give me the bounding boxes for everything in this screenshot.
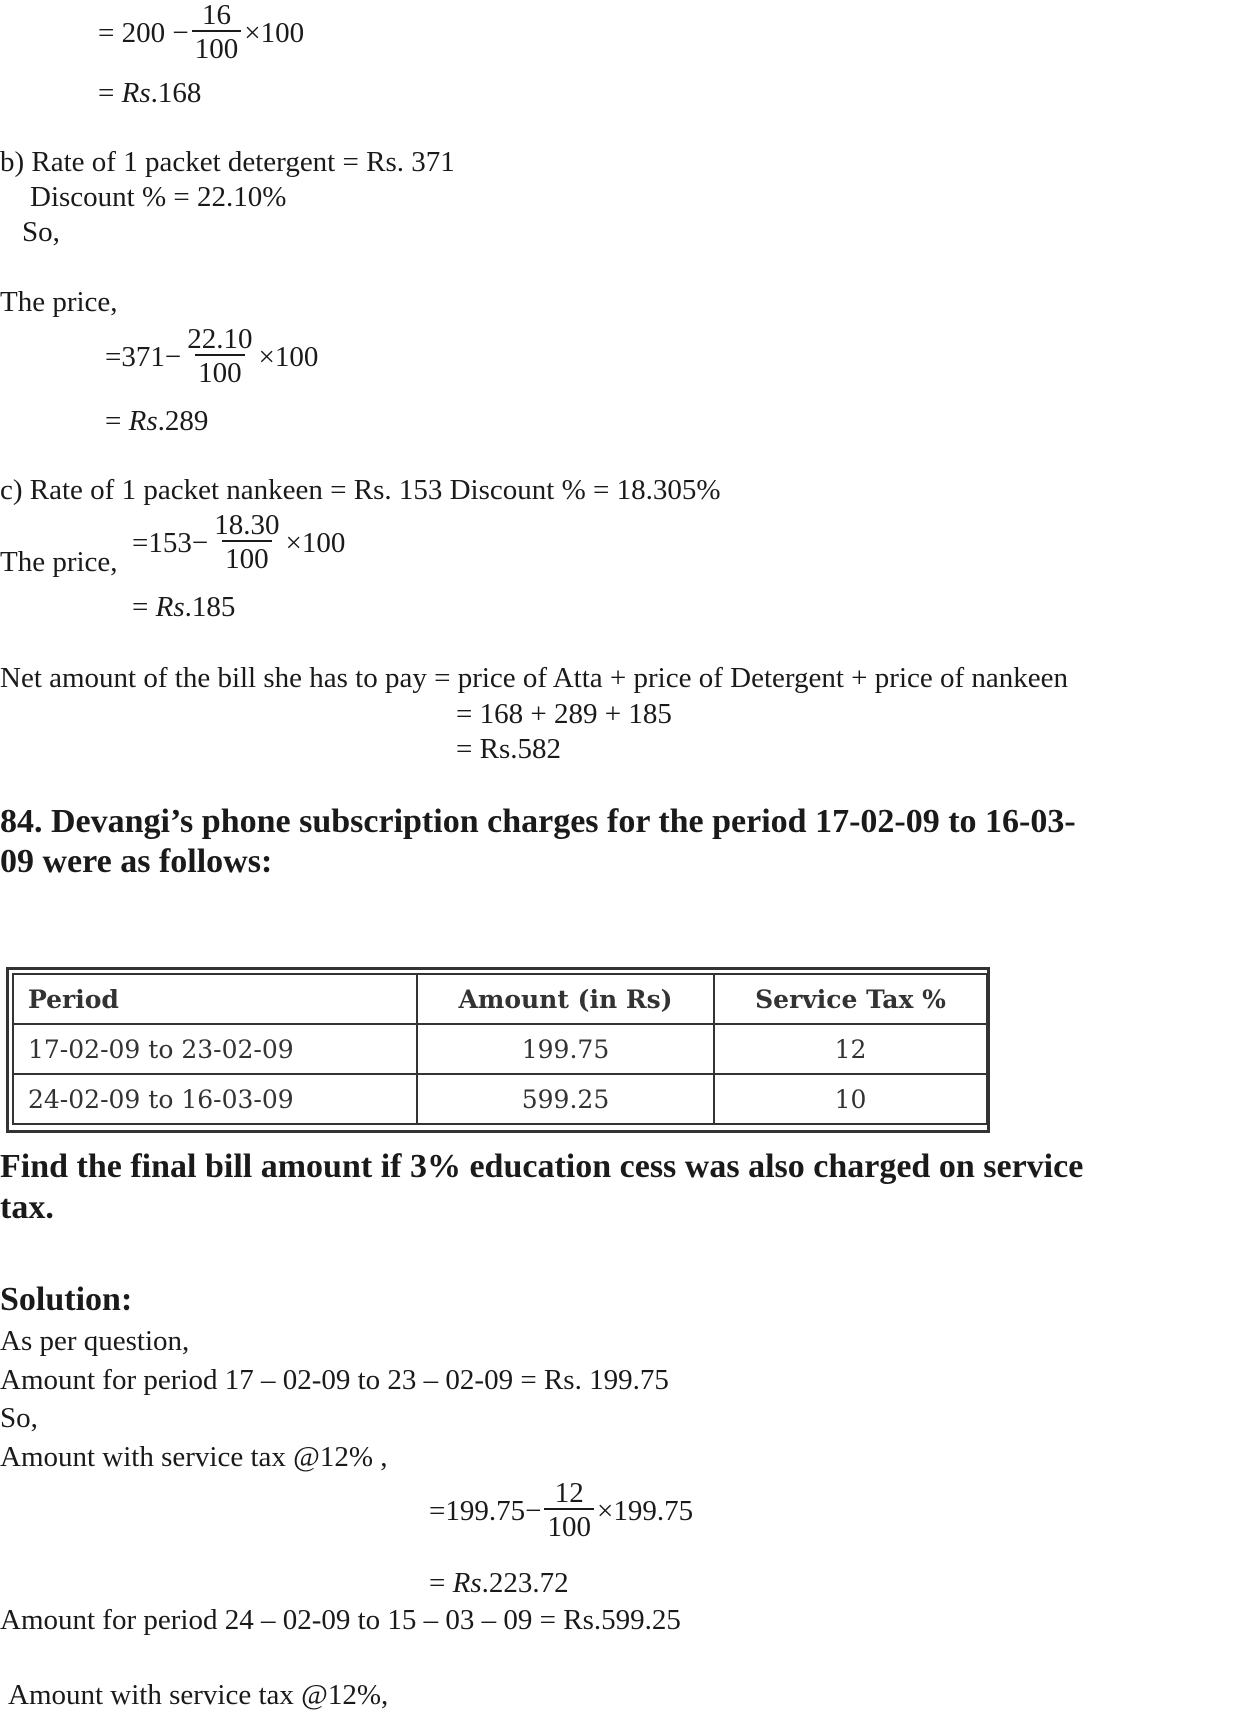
- net-line-2: = 168 + 289 + 185: [456, 698, 672, 730]
- question-title-line-2: 09 were as follows:: [0, 843, 273, 880]
- solution-line-1: As per question,: [0, 1325, 190, 1357]
- cell-period: 17-02-09 to 23-02-09: [13, 1024, 417, 1074]
- part-b-equation-1: [105, 324, 318, 390]
- equation-tail: ×100: [244, 16, 305, 49]
- equation-tail: ×100: [285, 526, 346, 559]
- equation-lhs: =371−: [105, 340, 182, 373]
- equation-lhs: =199.75−: [429, 1494, 542, 1527]
- cell-service-tax: 10: [714, 1074, 987, 1124]
- part-c-result: = Rs.185: [132, 591, 236, 623]
- fraction: [544, 1478, 594, 1544]
- fraction: [184, 324, 255, 390]
- charges-table: [12, 973, 988, 1125]
- part-b-line-2: Discount % = 22.10%: [30, 181, 287, 213]
- net-line-3: = Rs.582: [456, 733, 561, 765]
- fraction-denominator: 100: [544, 1508, 594, 1544]
- fraction-denominator: 100: [192, 30, 242, 66]
- header-service-tax: Service Tax %: [714, 974, 987, 1024]
- header-amount: Amount (in Rs): [417, 974, 714, 1024]
- part-b-line-1: b) Rate of 1 packet detergent = Rs. 371: [0, 146, 455, 178]
- solution-line-4: Amount with service tax @12% ,: [0, 1441, 388, 1473]
- header-period: Period: [13, 974, 417, 1024]
- fraction-numerator: 16: [201, 0, 231, 31]
- solution-line-3: So,: [0, 1402, 38, 1434]
- find-line-1: Find the final bill amount if 3% education cess was also charged on service: [0, 1148, 1084, 1185]
- equation-lhs: = 200 −: [98, 16, 189, 49]
- fraction-numerator: 12: [554, 1477, 584, 1509]
- cell-amount: 599.25: [417, 1074, 714, 1124]
- table-row: [13, 1074, 987, 1124]
- solution-equation-1: [429, 1478, 693, 1544]
- part-b-result: = Rs.289: [105, 405, 209, 437]
- fraction-denominator: 100: [195, 354, 245, 390]
- solution-line-2: Amount for period 17 – 02-09 to 23 – 02-09 = Rs. 199.75: [0, 1364, 669, 1396]
- part-c-label: The price,: [0, 546, 118, 578]
- cell-period: 24-02-09 to 16-03-09: [13, 1074, 417, 1124]
- equation-tail: ×100: [258, 340, 319, 373]
- equation-lhs: =153−: [132, 526, 209, 559]
- part-c-line-1: c) Rate of 1 packet nankeen = Rs. 153 Discount % = 18.305%: [0, 474, 721, 506]
- part-b-line-3: So,: [22, 216, 60, 248]
- net-line-1: Net amount of the bill she has to pay = price of Atta + price of Detergent + price of nankeen: [0, 662, 1069, 694]
- part-b-line-4: The price,: [0, 286, 118, 318]
- fraction: [211, 510, 282, 576]
- question-title-line-1: 84. Devangi’s phone subscription charges for the period 17-02-09 to 16-03-: [0, 803, 1076, 840]
- cell-amount: 199.75: [417, 1024, 714, 1074]
- solution-line-6: Amount with service tax @12%,: [8, 1679, 389, 1711]
- part-c-equation-1: [132, 510, 345, 576]
- solution-heading: Solution:: [0, 1281, 133, 1318]
- find-line-2: tax.: [0, 1189, 54, 1226]
- solution-line-5: Amount for period 24 – 02-09 to 15 – 03 – 09 = Rs.599.25: [0, 1604, 681, 1636]
- solution-result: = Rs.223.72: [429, 1567, 569, 1599]
- table-row: [13, 1024, 987, 1074]
- fraction-numerator: 22.10: [187, 323, 253, 355]
- fraction-denominator: 100: [222, 540, 272, 576]
- cell-service-tax: 12: [714, 1024, 987, 1074]
- part-a-equation-1: [98, 0, 304, 66]
- equation-tail: ×199.75: [596, 1494, 694, 1527]
- table-header-row: [13, 974, 987, 1024]
- part-a-result: = Rs.168: [98, 77, 202, 109]
- fraction: [192, 0, 242, 66]
- fraction-numerator: 18.30: [214, 509, 280, 541]
